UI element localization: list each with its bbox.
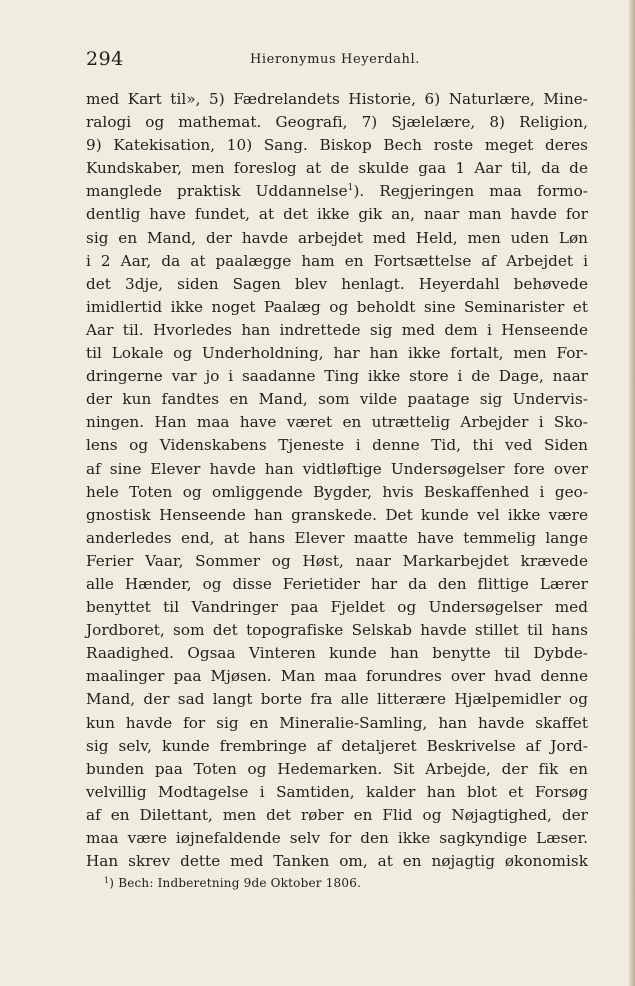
text-line: med Kart til», 5) Fædrelandets Historie, 6) Naturlære, Mine- [86,90,588,108]
text-line: Aar til. Hvorledes han indrettede sig med dem i Henseende [86,320,588,339]
footnote-marker: 1 [104,876,110,885]
text-line: Raadighed. Ogsaa Vinteren kunde han benytte til Dybde- [86,644,588,663]
page-edge [629,0,635,986]
text-line: benyttet til Vandringer paa Fjeldet og Undersøgelser med [86,598,588,617]
text-line: maalinger paa Mjøsen. Man maa forundres over hvad denne [86,667,588,686]
text-line: 9) Katekisation, 10) Sang. Biskop Bech roste meget deres [86,136,588,155]
text-segment: ). Regjeringen maa formo- [353,182,588,201]
text-line: der kun fandtes en Mand, som vilde paatage sig Undervis- [86,390,588,409]
text-segment: manglede praktisk Uddannelse [86,182,348,201]
text-line: ralogi og mathemat. Geografi, 7) Sjælelære, 8) Religion, [86,113,588,132]
footnote-reference: 1 [347,183,354,194]
text-line: maa være iøjnefaldende selv for den ikke sagkyndige Læser. [86,829,588,847]
text-line: anderledes end, at hans Elever maatte have temmelig lange [86,528,588,547]
text-line: af sine Elever havde han vidtløftige Undersøgelser fore over [86,459,588,478]
text-line: sig selv, kunde frembringe af detaljeret Beskrivelse af Jord- [86,736,588,755]
footnote [104,876,361,890]
text-line: sig en Mand, der havde arbejdet med Held, men uden Løn [86,228,588,247]
page-number: 294 [86,48,124,70]
page-header [86,48,584,72]
text-line: bunden paa Toten og Hedemarken. Sit Arbejde, der fik en [86,759,588,778]
text-line: lens og Videnskabens Tjeneste i denne Tid, thi ved Siden [86,436,588,455]
text-line-with-footnote [86,180,588,203]
text-line: Jordboret, som det topografiske Selskab havde stillet til hans [86,621,588,640]
text-line: af en Dilettant, men det røber en Flid og Nøjagtighed, der [86,805,588,824]
text-line: i 2 Aar, da at paalægge ham en Fortsættelse af Arbejdet i [86,251,588,270]
text-line: Ferier Vaar, Sommer og Høst, naar Markarbejdet krævede [86,551,588,570]
text-line: dringerne var jo i saadanne Ting ikke store i de Dage, naar [86,367,588,386]
text-line: ningen. Han maa have været en utrættelig Arbejder i Sko- [86,413,588,432]
text-line: hele Toten og omliggende Bygder, hvis Beskaffenhed i geo- [86,482,588,501]
text-line: gnostisk Henseende han granskede. Det kunde vel ikke være [86,505,588,524]
text-line: Kundskaber, men foreslog at de skulde gaa 1 Aar til, da de [86,159,588,178]
running-head: Hieronymus Heyerdahl. [249,52,421,67]
text-line: dentlig have fundet, at det ikke gik an, naar man havde for [86,205,588,224]
text-line: til Lokale og Underholdning, har han ikke fortalt, men For- [86,344,588,363]
body-text [86,88,588,873]
text-line: alle Hænder, og disse Ferietider har da den flittige Lærer [86,574,588,593]
text-line: det 3dje, siden Sagen blev henlagt. Heyerdahl behøvede [86,274,588,293]
text-line: Han skrev dette med Tanken om, at en nøjagtig økonomisk [86,852,588,871]
text-line: imidlertid ikke noget Paalæg og beholdt sine Seminarister et [86,297,588,316]
text-line: kun havde for sig en Mineralie-Samling, han havde skaffet [86,713,588,732]
text-line: Mand, der sad langt borte fra alle litterære Hjælpemidler og [86,690,588,709]
footnote-text: ) Bech: Indberetning 9de Oktober 1806. [109,876,362,890]
text-line: velvillig Modtagelse i Samtiden, kalder han blot et Forsøg [86,782,588,801]
